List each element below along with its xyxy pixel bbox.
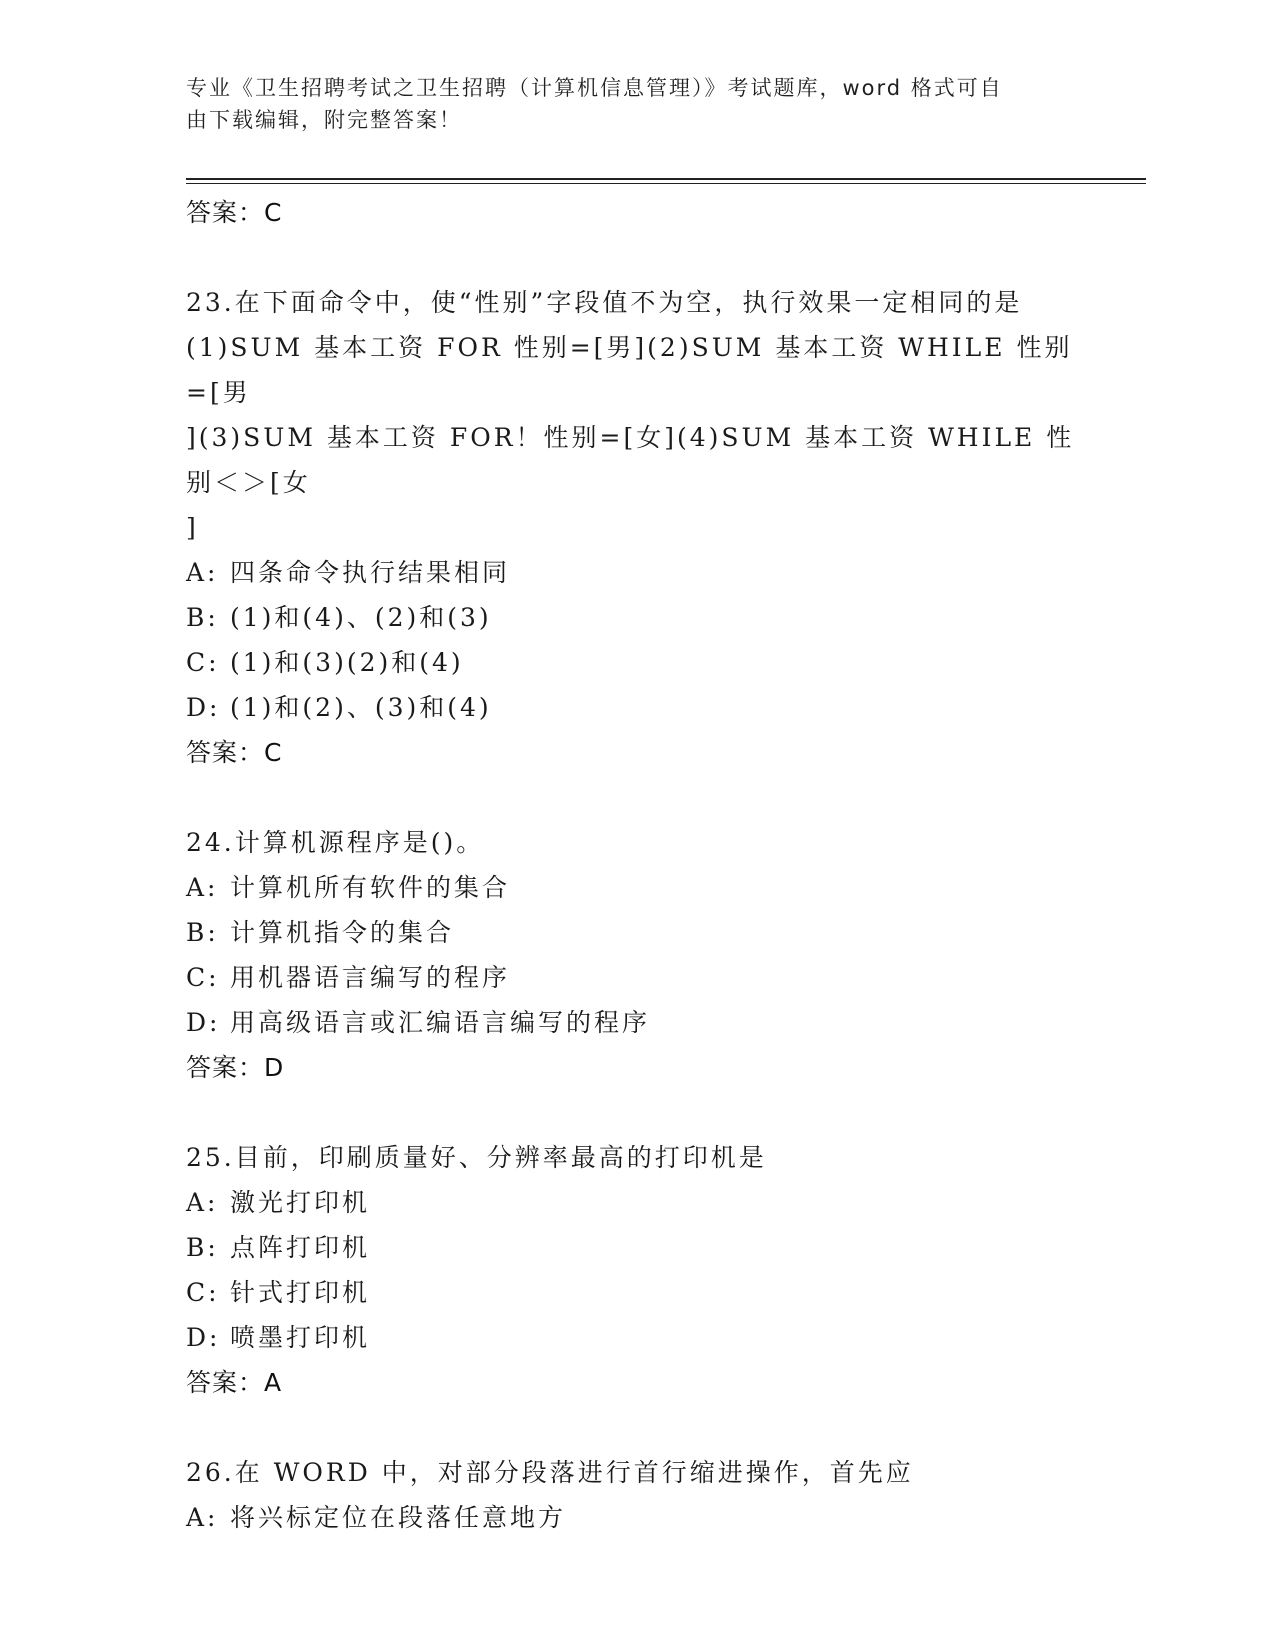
question-25: [186, 1135, 1086, 1406]
option-letter: A:: [186, 1188, 219, 1217]
option-b: [186, 1225, 1086, 1270]
option-a: [186, 1180, 1086, 1225]
option-text: (1)和(3)(2)和(4): [230, 648, 464, 677]
option-text: 针式打印机: [230, 1278, 371, 1307]
header-divider: [186, 178, 1146, 180]
option-text: 计算机所有软件的集合: [230, 873, 511, 902]
question-26: [186, 1450, 1086, 1540]
option-letter: B:: [186, 918, 219, 947]
option-text: 将兴标定位在段落任意地方: [230, 1503, 567, 1532]
option-letter: A:: [186, 873, 219, 902]
option-letter: D:: [186, 1323, 221, 1352]
option-d: [186, 1000, 1086, 1045]
option-a: [186, 865, 1086, 910]
option-text: 用机器语言编写的程序: [230, 963, 511, 992]
option-d: [186, 685, 1086, 730]
option-a: [186, 1495, 1086, 1540]
answer-line: 答案：A: [186, 1368, 283, 1397]
option-letter: D:: [186, 1008, 221, 1037]
option-c: [186, 1270, 1086, 1315]
option-text: (1)和(4)、(2)和(3): [230, 603, 492, 632]
option-b: [186, 595, 1086, 640]
option-text: (1)和(2)、(3)和(4): [230, 693, 492, 722]
answer-line: 答案：C: [186, 738, 283, 767]
question-24: [186, 820, 1086, 1091]
option-text: 点阵打印机: [230, 1233, 371, 1262]
previous-answer: 答案：C: [186, 198, 283, 227]
option-text: 激光打印机: [230, 1188, 371, 1217]
header-line-2: 由下载编辑，附完整答案！: [186, 108, 462, 132]
option-letter: B:: [186, 603, 219, 632]
option-text: 用高级语言或汇编语言编写的程序: [230, 1008, 651, 1037]
option-c: [186, 955, 1086, 1000]
option-letter: C:: [186, 648, 220, 677]
question-stem-line: 25.目前，印刷质量好、分辨率最高的打印机是: [186, 1143, 767, 1172]
question-23: [186, 280, 1086, 776]
option-d: [186, 1315, 1086, 1360]
option-letter: A:: [186, 1503, 219, 1532]
option-text: 四条命令执行结果相同: [230, 558, 511, 587]
answer-line: 答案：D: [186, 1053, 285, 1082]
option-letter: B:: [186, 1233, 219, 1262]
question-stem-line: 26.在 WORD 中，对部分段落进行首行缩进操作，首先应: [186, 1458, 914, 1487]
question-stem-line: ](3)SUM 基本工资 FOR！性别=[女](4)SUM 基本工资 WHILE 性别＜＞[女: [186, 423, 1075, 497]
page-header: [186, 72, 1066, 136]
question-stem-line: 24.计算机源程序是()。: [186, 828, 485, 857]
header-divider-thin: [186, 183, 1146, 184]
option-letter: A:: [186, 558, 219, 587]
option-letter: C:: [186, 963, 220, 992]
option-letter: D:: [186, 693, 221, 722]
question-stem-line: (1)SUM 基本工资 FOR 性别=[男](2)SUM 基本工资 WHILE 性别=[男: [186, 333, 1073, 407]
document-content: [186, 190, 1086, 1540]
option-a: [186, 550, 1086, 595]
option-c: [186, 640, 1086, 685]
option-text: 喷墨打印机: [230, 1323, 371, 1352]
option-letter: C:: [186, 1278, 220, 1307]
option-text: 计算机指令的集合: [230, 918, 455, 947]
question-stem-line: ]: [186, 513, 199, 542]
question-stem-line: 23.在下面命令中，使“性别”字段值不为空，执行效果一定相同的是: [186, 288, 1023, 317]
header-line-1: 专业《卫生招聘考试之卫生招聘（计算机信息管理）》考试题库，word 格式可自: [186, 76, 1003, 100]
option-b: [186, 910, 1086, 955]
